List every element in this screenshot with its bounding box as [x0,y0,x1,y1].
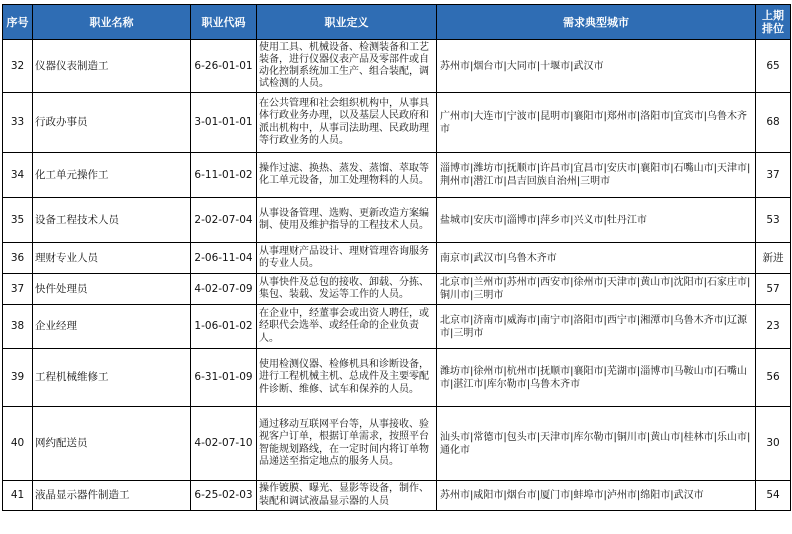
cell-cities: 盐城市|安庆市|淄博市|萍乡市|兴义市|牡丹江市 [437,198,756,243]
cell-definition: 在公共管理和社会组织机构中，从事具体行政业务办理，以及基层人民政府和派出机构中，从事司法助理、民政助理等行政业务的人员。 [257,93,437,153]
cell-code: 2-06-11-04 [191,243,257,274]
cell-code: 4-02-07-10 [191,407,257,481]
cell-name: 网约配送员 [33,407,191,481]
table-row [3,198,791,243]
table-row [3,243,791,274]
cell-seq: 36 [3,243,33,274]
table-row [3,93,791,153]
cell-last-rank: 30 [756,407,791,481]
cell-name: 工程机械维修工 [33,349,191,407]
cell-seq: 38 [3,305,33,349]
cell-code: 6-26-01-01 [191,40,257,93]
table-row [3,274,791,305]
cell-name: 理财专业人员 [33,243,191,274]
header-last-rank [756,5,791,40]
cell-seq: 37 [3,274,33,305]
cell-name: 行政办事员 [33,93,191,153]
cell-definition: 使用检测仪器、检修机具和诊断设备，进行工程机械主机、总成件及主要零配件诊断、维修、试车和保养的人员。 [257,349,437,407]
cell-cities: 广州市|大连市|宁波市|昆明市|襄阳市|郑州市|洛阳市|宜宾市|乌鲁木齐市 [437,93,756,153]
cell-definition: 使用工具、机械设备、检测装备和工艺装备，进行仪器仪表产品及零部件或自动化控制系统加工生产、组合装配，调试检测的人员。 [257,40,437,93]
cell-cities: 北京市|兰州市|苏州市|西安市|徐州市|天津市|黄山市|沈阳市|石家庄市|铜川市|三明市 [437,274,756,305]
header-cities: 需求典型城市 [437,5,756,40]
table-header-row [3,5,791,40]
cell-code: 4-02-07-09 [191,274,257,305]
cell-seq: 32 [3,40,33,93]
cell-cities: 汕头市|常德市|包头市|天津市|库尔勒市|铜川市|黄山市|桂林市|乐山市|通化市 [437,407,756,481]
table-container [2,4,790,511]
cell-cities: 南京市|武汉市|乌鲁木齐市 [437,243,756,274]
header-seq: 序号 [3,5,33,40]
table-row [3,407,791,481]
cell-code: 6-11-01-02 [191,153,257,198]
cell-seq: 35 [3,198,33,243]
cell-code: 2-02-07-04 [191,198,257,243]
cell-name: 企业经理 [33,305,191,349]
cell-definition: 通过移动互联网平台等，从事接收、验视客户订单，根据订单需求，按照平台智能规划路线，在一定时间内将订单物品递送至指定地点的服务人员。 [257,407,437,481]
cell-seq: 40 [3,407,33,481]
cell-code: 3-01-01-01 [191,93,257,153]
cell-name: 快件处理员 [33,274,191,305]
table-row [3,40,791,93]
cell-cities: 苏州市|烟台市|大同市|十堰市|武汉市 [437,40,756,93]
cell-seq: 34 [3,153,33,198]
cell-seq: 33 [3,93,33,153]
cell-cities: 北京市|济南市|威海市|南宁市|洛阳市|西宁市|湘潭市|乌鲁木齐市|辽源市|三明市 [437,305,756,349]
cell-last-rank: 68 [756,93,791,153]
table-row [3,153,791,198]
cell-name: 化工单元操作工 [33,153,191,198]
table-row [3,349,791,407]
cell-last-rank: 56 [756,349,791,407]
cell-code: 6-31-01-09 [191,349,257,407]
cell-name: 液晶显示器件制造工 [33,481,191,511]
cell-definition: 从事快件及总包的接收、卸载、分拣、集包、装载、发运等工作的人员。 [257,274,437,305]
cell-definition: 操作镀膜、曝光、显影等设备，制作、装配和调试液晶显示器的人员 [257,481,437,511]
header-last-rank-text: 上期排位 [762,9,784,35]
cell-last-rank: 37 [756,153,791,198]
cell-definition: 从事理财产品设计、理财管理咨询服务的专业人员。 [257,243,437,274]
cell-definition: 操作过滤、换热、蒸发、蒸馏、萃取等化工单元设备，加工处理物料的人员。 [257,153,437,198]
header-code: 职业代码 [191,5,257,40]
cell-last-rank: 65 [756,40,791,93]
cell-last-rank: 新进 [756,243,791,274]
header-definition: 职业定义 [257,5,437,40]
cell-code: 6-25-02-03 [191,481,257,511]
cell-definition: 从事设备管理、选购、更新改造方案编制、使用及维护指导的工程技术人员。 [257,198,437,243]
cell-name: 仪器仪表制造工 [33,40,191,93]
cell-cities: 淄博市|潍坊市|抚顺市|许昌市|宜昌市|安庆市|襄阳市|石嘴山市|天津市|荆州市|潜江市|昌吉回族自治州|三明市 [437,153,756,198]
cell-last-rank: 54 [756,481,791,511]
header-name: 职业名称 [33,5,191,40]
table-row [3,481,791,511]
cell-definition: 在企业中，经董事会或出资人聘任，或经职代会选举、或经任命的企业负责人。 [257,305,437,349]
cell-seq: 39 [3,349,33,407]
cell-last-rank: 23 [756,305,791,349]
cell-code: 1-06-01-02 [191,305,257,349]
cell-cities: 潍坊市|徐州市|杭州市|抚顺市|襄阳市|芜湖市|淄博市|马鞍山市|石嘴山市|湛江市|库尔勒市|乌鲁木齐市 [437,349,756,407]
table-row [3,305,791,349]
cell-last-rank: 57 [756,274,791,305]
cell-cities: 苏州市|咸阳市|烟台市|厦门市|蚌埠市|泸州市|绵阳市|武汉市 [437,481,756,511]
occupation-demand-table [2,4,791,511]
cell-seq: 41 [3,481,33,511]
cell-last-rank: 53 [756,198,791,243]
cell-name: 设备工程技术人员 [33,198,191,243]
